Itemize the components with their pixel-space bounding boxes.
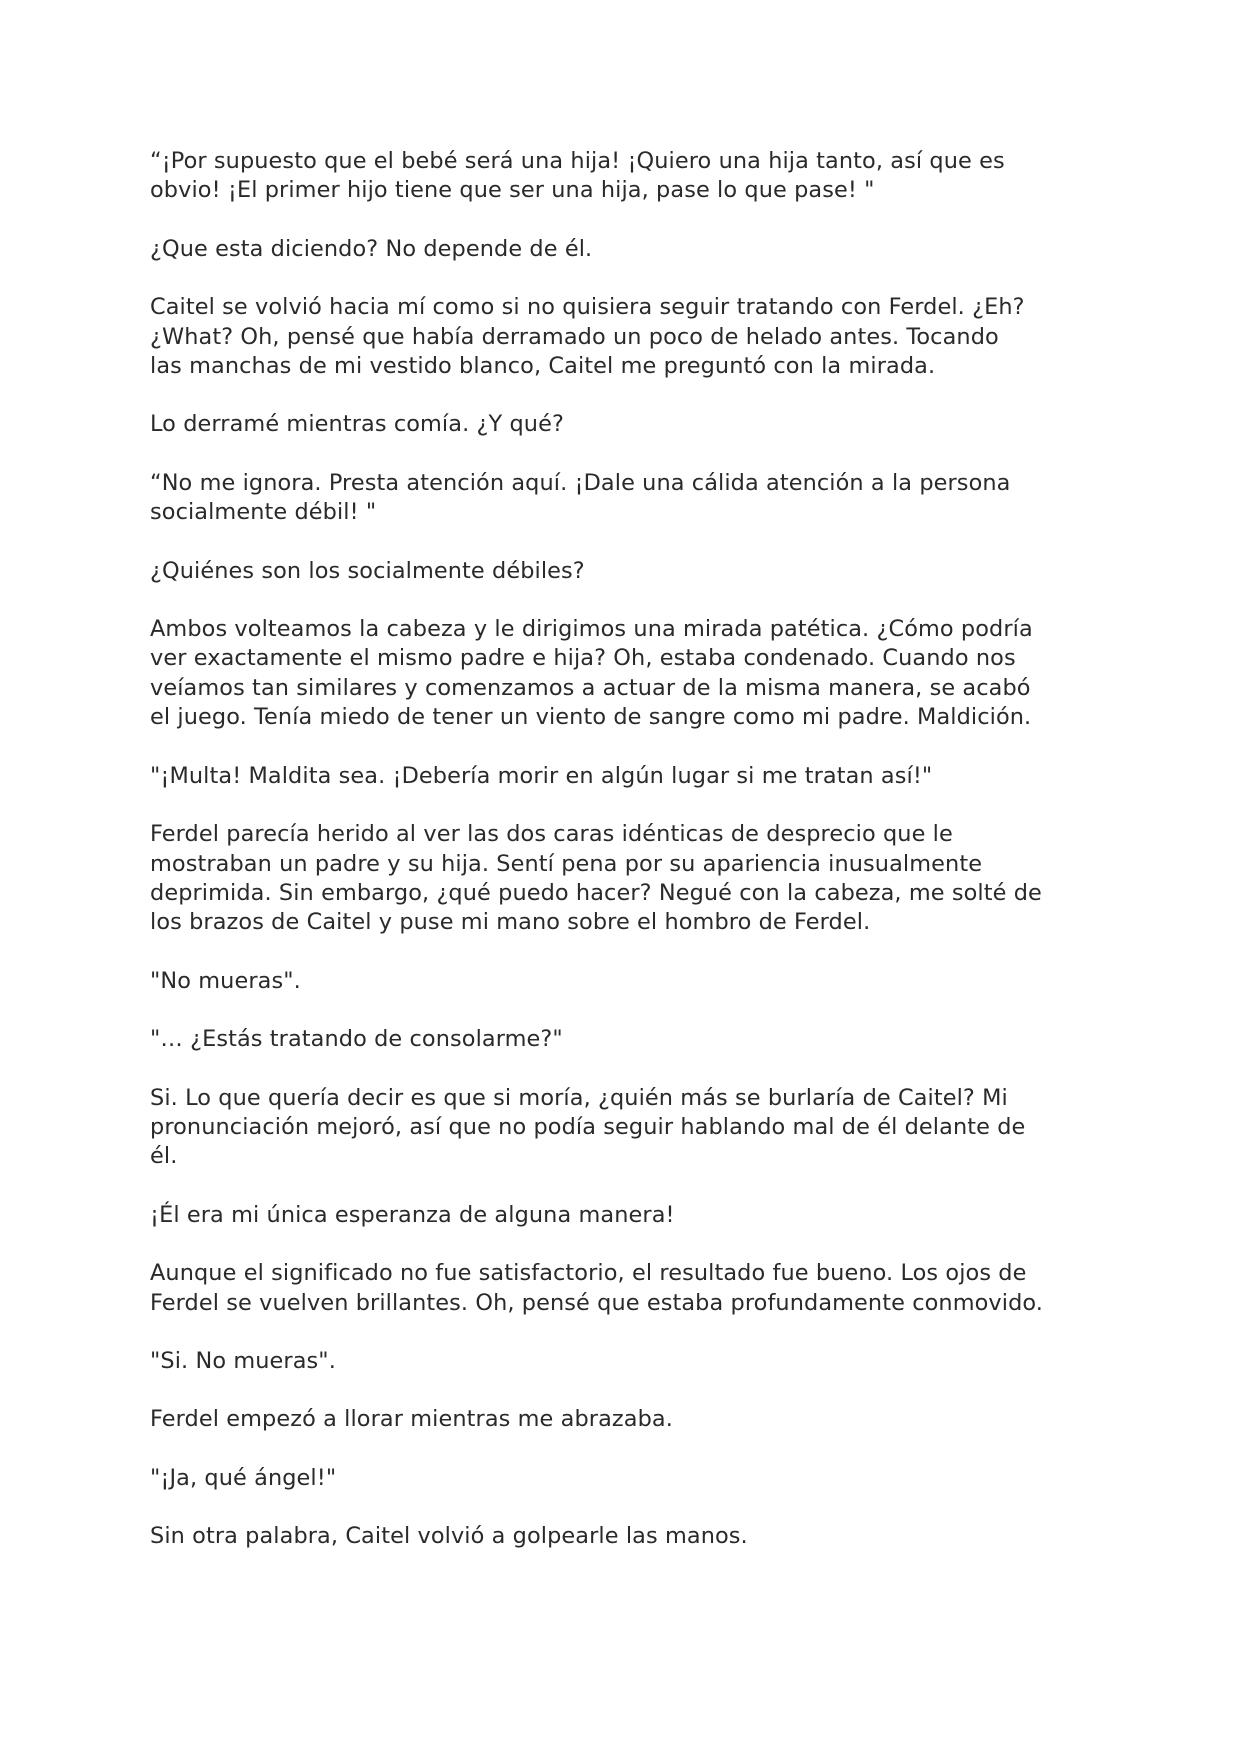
text-line: los brazos de Caitel y puse mi mano sobre el hombro de Ferdel. [150,909,871,936]
paragraph [150,1201,1100,1230]
paragraph [150,615,1100,733]
text-line: ¿Que esta diciendo? No depende de él. [150,235,593,262]
text-line: socialmente débil! " [150,499,377,526]
paragraph [150,1259,1100,1318]
document-page [150,147,1100,1581]
text-line: deprimida. Sin embargo, ¿qué puedo hacer? Negué con la cabeza, me solté de [150,879,1042,906]
text-line: "… ¿Estás tratando de consolarme?" [150,1026,563,1053]
paragraph [150,967,1100,996]
paragraph [150,1084,1100,1172]
text-line: Ferdel se vuelven brillantes. Oh, pensé que estaba profundamente conmovido. [150,1289,1044,1316]
text-line: “No me ignora. Presta atención aquí. ¡Dale una cálida atención a la persona [150,469,1011,496]
text-line: el juego. Tenía miedo de tener un viento de sangre como mi padre. Maldición. [150,704,1032,731]
paragraph [150,557,1100,586]
paragraph [150,762,1100,791]
text-line: Aunque el significado no fue satisfactorio, el resultado fue bueno. Los ojos de [150,1260,1027,1287]
paragraph [150,469,1100,528]
paragraph [150,235,1100,264]
text-line: Caitel se volvió hacia mí como si no quisiera seguir tratando con Ferdel. ¿Eh? [150,294,1025,321]
text-line: "¡Ja, qué ángel!" [150,1464,337,1491]
text-line: "Si. No mueras". [150,1347,336,1374]
text-line: ver exactamente el mismo padre e hija? Oh, estaba condenado. Cuando nos [150,645,1016,672]
text-line: ¿Quiénes son los socialmente débiles? [150,557,585,584]
paragraph [150,1025,1100,1054]
text-line: él. [150,1143,178,1170]
text-line: Ferdel empezó a llorar mientras me abrazaba. [150,1406,673,1433]
text-line: Lo derramé mientras comía. ¿Y qué? [150,411,564,438]
text-line: las manchas de mi vestido blanco, Caitel me preguntó con la mirada. [150,353,936,380]
paragraph [150,1522,1100,1551]
text-line: “¡Por supuesto que el bebé será una hija! ¡Quiero una hija tanto, así que es [150,148,1005,174]
text-line: "No mueras". [150,967,301,994]
text-line: ¡Él era mi única esperanza de alguna manera! [150,1201,675,1228]
text-line: veíamos tan similares y comenzamos a actuar de la misma manera, se acabó [150,674,1031,701]
paragraph [150,1347,1100,1376]
paragraph [150,820,1100,938]
text-line: obvio! ¡El primer hijo tiene que ser una hija, pase lo que pase! " [150,177,875,204]
paragraph [150,410,1100,439]
paragraph [150,1405,1100,1434]
text-line: Sin otra palabra, Caitel volvió a golpearle las manos. [150,1523,748,1550]
text-line: Si. Lo que quería decir es que si moría, ¿quién más se burlaría de Caitel? Mi [150,1084,1008,1111]
text-line: "¡Multa! Maldita sea. ¡Debería morir en algún lugar si me tratan así!" [150,762,933,789]
text-line: mostraban un padre y su hija. Sentí pena por su apariencia inusualmente [150,850,983,877]
text-line: Ambos volteamos la cabeza y le dirigimos una mirada patética. ¿Cómo podría [150,616,1033,643]
text-line: Ferdel parecía herido al ver las dos caras idénticas de desprecio que le [150,821,953,848]
paragraph [150,293,1100,381]
paragraph [150,1464,1100,1493]
text-line: pronunciación mejoró, así que no podía seguir hablando mal de él delante de [150,1113,1026,1140]
paragraph [150,147,1100,206]
text-line: ¿What? Oh, pensé que había derramado un poco de helado antes. Tocando [150,323,999,350]
